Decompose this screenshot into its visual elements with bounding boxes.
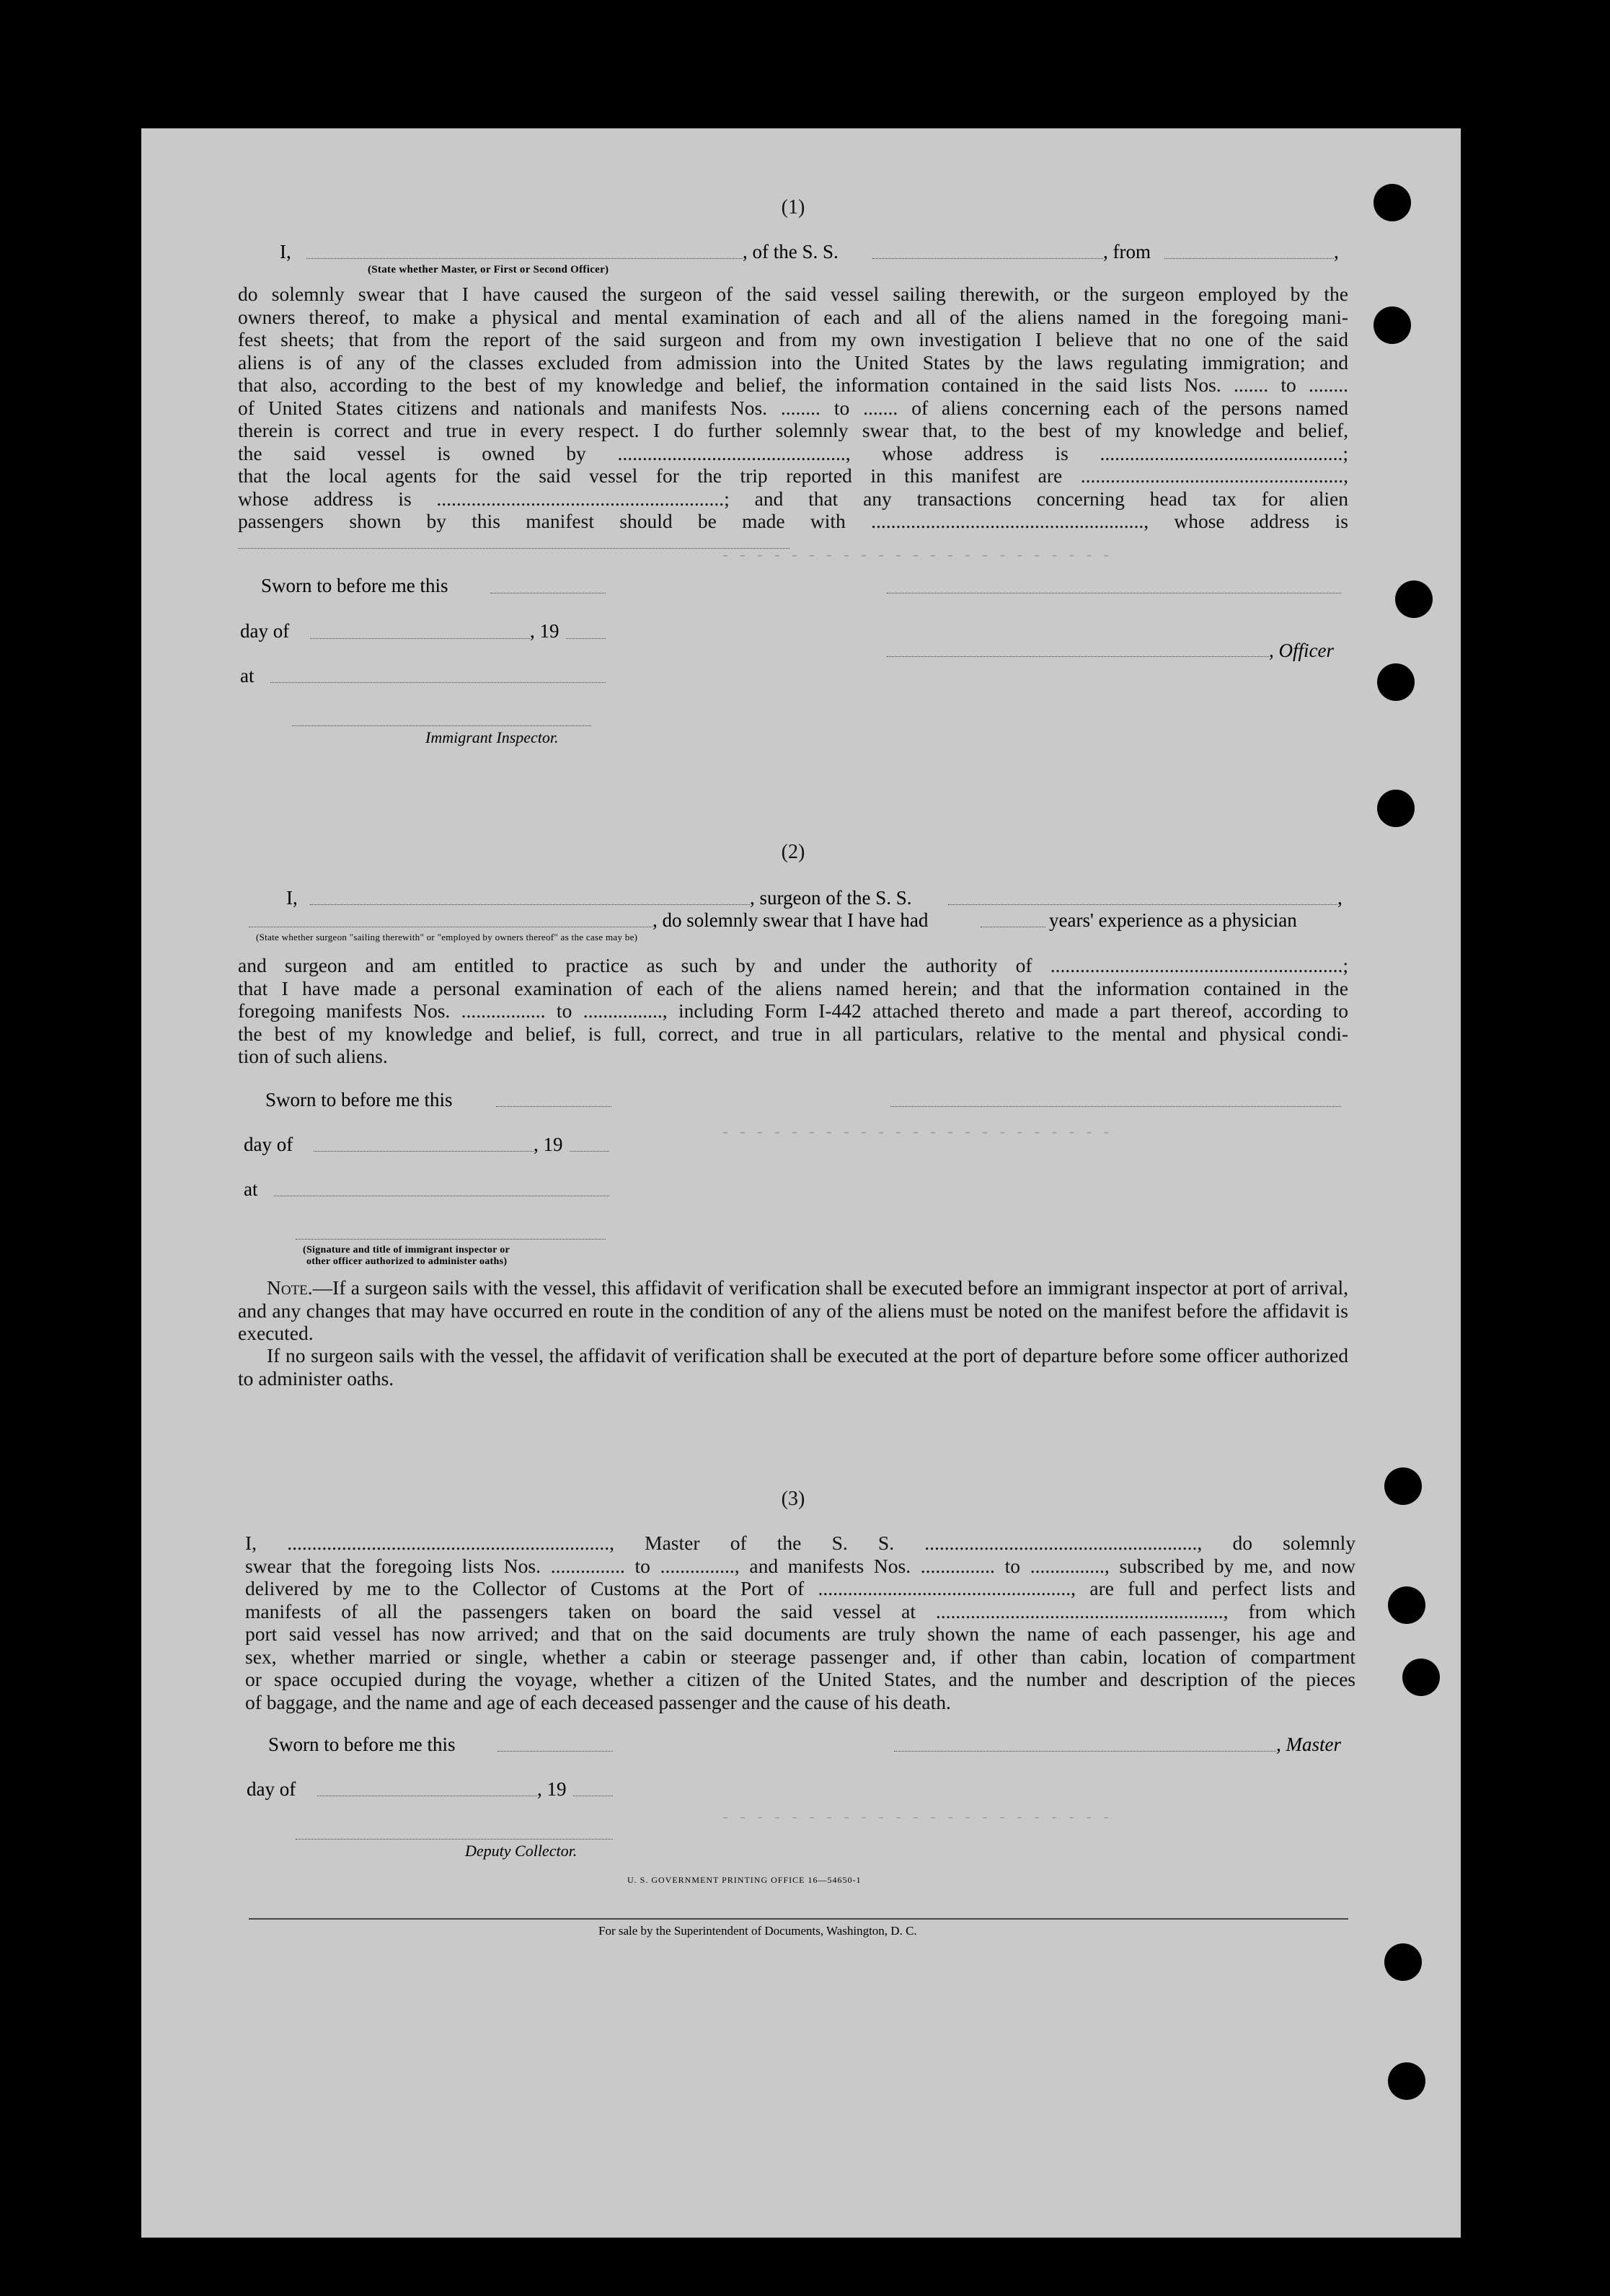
body-line: and surgeon and am entitled to practice as such by and under the authority of ...........................................................; [238, 954, 1348, 976]
s2-year-label: , 19 [534, 1134, 563, 1155]
show-through-text: - - - - - - - - - - - - - - - - - - - - - - - [721, 1125, 1111, 1142]
s1-day-label: day of [240, 620, 290, 642]
s1-from-label: , from [1103, 241, 1151, 262]
s2-years-label: years' experience as a physician [1049, 909, 1297, 931]
body-line: the said vessel is owned by .............................................., whose address is .................................................; [238, 441, 1348, 464]
s1-ss-label: , of the S. S. [743, 241, 839, 262]
body-line: therein is correct and true in every respect. I do further solemnly swear that, to the best of my knowledge and belief, [238, 419, 1348, 441]
body-line: manifests of all the passengers taken on board the said vessel at .........................................................., from which [245, 1599, 1355, 1622]
sale-notice: For sale by the Superintendent of Documents, Washington, D. C. [598, 1924, 917, 1938]
comma: , [1334, 241, 1339, 262]
binder-hole [1388, 1586, 1425, 1624]
s1-at-label: at [240, 665, 255, 686]
show-through-text: - - - - - - - - - - - - - - - - - - - - - - - [721, 1810, 1111, 1827]
section-2-body [238, 954, 1348, 1068]
note-body-2: If no surgeon sails with the vessel, the affidavit of verification shall be executed at the port of departure before some officer authorized to administer oaths. [238, 1344, 1348, 1390]
s1-officer-field[interactable] [306, 258, 743, 259]
note-label: Note. [267, 1276, 313, 1299]
body-line: of United States citizens and nationals and manifests Nos. ........ to ....... of aliens concerning each of the persons named [238, 396, 1348, 419]
s2-inspector-sign-field[interactable] [296, 1239, 606, 1240]
s1-year-label: , 19 [530, 620, 559, 642]
s3-sworn-label: Sworn to before me this [268, 1734, 456, 1755]
s2-year-field[interactable] [570, 1151, 609, 1152]
body-line: I, ................................................................., Master of the S. S. ......................................................., do solemnly [245, 1532, 1355, 1554]
body-line: or space occupied during the voyage, whether a citizen of the United States, and the number and description of the pieces [245, 1668, 1355, 1690]
s1-ship-field[interactable] [872, 258, 1103, 259]
s1-i-label: I, [280, 241, 291, 262]
binder-hole [1402, 1659, 1440, 1696]
s2-ship-field[interactable] [948, 904, 1337, 905]
body-line: of baggage, and the name and age of each deceased passenger and the cause of his death. [245, 1690, 951, 1713]
s2-ss-label: , surgeon of the S. S. [750, 887, 912, 909]
s1-day-field[interactable] [310, 638, 530, 639]
s2-swear-label: , do solemnly swear that I have had [653, 909, 929, 931]
note-body: —If a surgeon sails with the vessel, this affidavit of verification shall be executed before an immigrant inspector at port of arrival, and any changes that may have occurred en route in the condition of any of the aliens must be noted on the manifest before the affidavit is executed. [238, 1276, 1348, 1344]
body-line: aliens is of any of the classes excluded from admission into the United States by the laws regulating immigration; and [238, 350, 1348, 374]
body-line: do solemnly swear that I have caused the surgeon of the said vessel sailing therewith, or the surgeon employed by the [238, 283, 1348, 305]
s1-officer-label: , Officer [1269, 640, 1334, 661]
s1-address-continuation-field[interactable] [238, 548, 789, 549]
footer-rule [249, 1918, 1348, 1920]
binder-hole [1384, 1467, 1422, 1505]
s3-collector-sign-field[interactable] [296, 1839, 613, 1840]
s3-master-sign-field[interactable] [894, 1751, 1276, 1752]
section-1-body [238, 283, 1348, 533]
body-line: that also, according to the best of my knowledge and belief, the information contained in the said lists Nos. ....... to ........ [238, 374, 1348, 396]
binder-hole [1377, 790, 1415, 827]
s2-at-label: at [244, 1178, 258, 1200]
body-line: tion of such aliens. [238, 1045, 388, 1067]
s2-sworn-date-field[interactable] [496, 1106, 611, 1107]
s1-officer-note: (State whether Master, or First or Second Officer) [368, 264, 609, 275]
body-line: foregoing manifests Nos. ................. to ................, including Form I-442 attached thereto and made a part thereof, according to [238, 999, 1348, 1022]
s3-day-label: day of [247, 1778, 296, 1800]
body-line: delivered by me to the Collector of Customs at the Port of ..................................................., are full and perfect lists and [245, 1577, 1355, 1599]
s2-sig-note-1: (Signature and title of immigrant inspector or [303, 1245, 510, 1255]
body-line: owners thereof, to make a physical and mental examination of each and all of the aliens named in the foregoing mani- [238, 305, 1348, 328]
body-line: that I have made a personal examination of each of the aliens named herein; and that the information contained in the [238, 976, 1348, 999]
s1-year-field[interactable] [566, 638, 606, 639]
s1-inspector-label: Immigrant Inspector. [425, 728, 559, 746]
s3-year-label: , 19 [537, 1778, 567, 1800]
s2-day-field[interactable] [314, 1151, 534, 1152]
s1-officer-sign-field[interactable] [887, 656, 1269, 657]
section-3-body [245, 1532, 1355, 1713]
body-line: sex, whether married or single, whether a cabin or steerage passenger and, if other than cabin, location of compartment [245, 1645, 1355, 1668]
s1-from-field[interactable] [1164, 258, 1334, 259]
s2-sig-note-2: other officer authorized to administer oaths) [306, 1256, 508, 1267]
binder-hole [1388, 2062, 1425, 2100]
section-1-heading: (1) [781, 196, 805, 218]
s2-sworn-label: Sworn to before me this [265, 1089, 453, 1111]
section-2-note [238, 1276, 1348, 1345]
s2-surgeon-name-field[interactable] [310, 904, 750, 905]
s2-i-label: I, [286, 887, 298, 909]
body-line: that the local agents for the said vessel for the trip reported in this manifest are ....................................................., [238, 464, 1348, 487]
section-2-note-2 [238, 1344, 1348, 1390]
body-line: port said vessel has now arrived; and that on the said documents are truly shown the name of each passenger, his age and [245, 1622, 1355, 1645]
s1-sworn-label: Sworn to before me this [261, 575, 448, 596]
binder-hole [1374, 306, 1411, 344]
s3-sworn-date-field[interactable] [497, 1751, 613, 1752]
comma: , [1337, 887, 1343, 909]
s2-day-label: day of [244, 1134, 293, 1155]
show-through-text: - - - - - - - - - - - - - - - - - - - - - - - [721, 548, 1111, 565]
binder-hole [1395, 580, 1433, 618]
s3-collector-label: Deputy Collector. [465, 1842, 578, 1860]
section-3-heading: (3) [781, 1488, 805, 1510]
binder-hole [1377, 663, 1415, 701]
s2-signature-field[interactable] [890, 1106, 1341, 1107]
s3-master-label: , Master [1276, 1734, 1341, 1755]
printing-office-line: U. S. GOVERNMENT PRINTING OFFICE 16—54650-1 [627, 1875, 862, 1885]
binder-hole [1374, 184, 1411, 221]
section-2-heading: (2) [781, 841, 805, 863]
body-line: fest sheets; that from the report of the said surgeon and from my own investigation I believe that no one of the said [238, 328, 1348, 350]
s1-at-field[interactable] [270, 682, 606, 683]
body-line: whose address is ..........................................................; and that any transactions concerning head tax for alien [238, 487, 1348, 510]
s2-surgeon-note: (State whether surgeon "sailing therewith" or "employed by owners thereof" as the case may be) [256, 932, 638, 942]
body-line: the best of my knowledge and belief, is full, correct, and true in all particulars, relative to the mental and physical condi- [238, 1022, 1348, 1045]
body-line: swear that the foregoing lists Nos. ............... to ..............., and manifests Nos. ............... to ..............., subscribed by me, and now [245, 1554, 1355, 1577]
body-line: passengers shown by this manifest should be made with ......................................................., whose address is [238, 510, 1348, 532]
s1-inspector-sign-field[interactable] [292, 725, 591, 726]
binder-hole [1384, 1943, 1422, 1981]
